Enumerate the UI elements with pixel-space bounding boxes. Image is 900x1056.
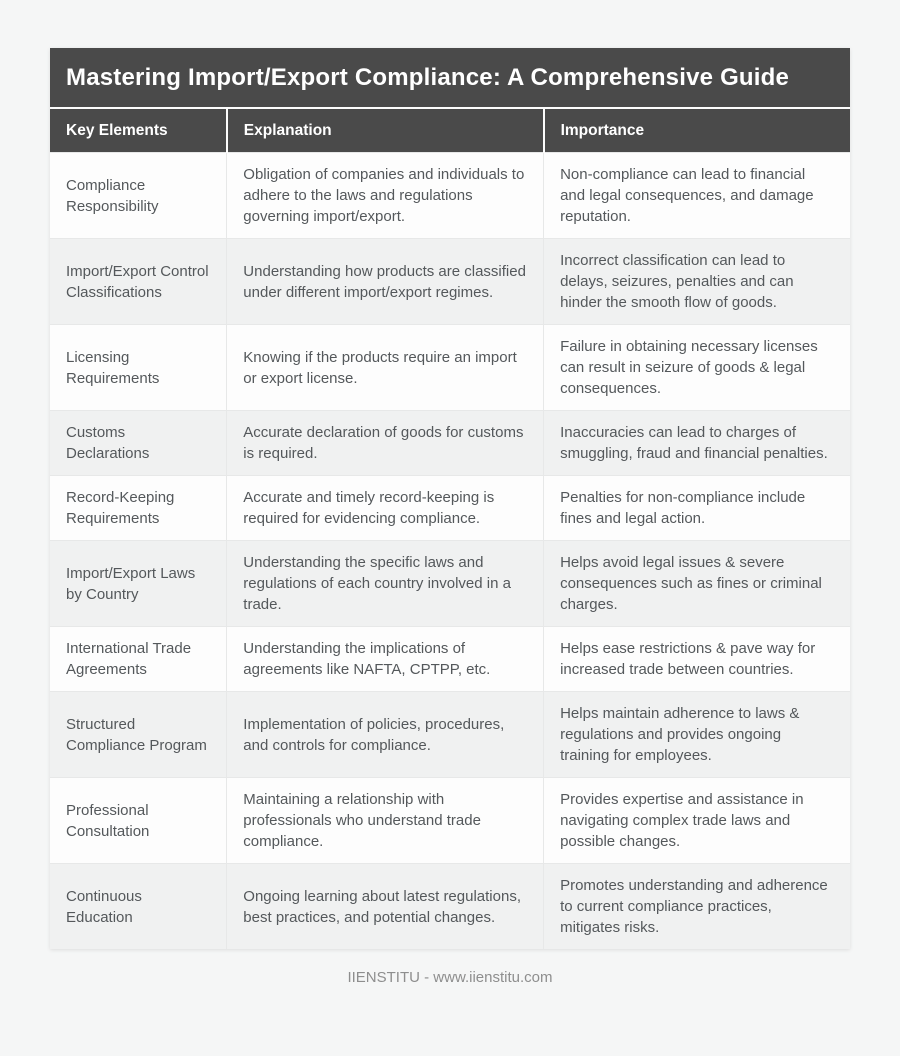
key-element-cell: Customs Declarations bbox=[50, 411, 227, 476]
key-element-cell: Import/Export Laws by Country bbox=[50, 541, 227, 627]
page-title: Mastering Import/Export Compliance: A Comprehensive Guide bbox=[50, 48, 850, 107]
importance-cell: Promotes understanding and adherence to current compliance practices, mitigates risks. bbox=[544, 864, 850, 950]
explanation-cell: Implementation of policies, procedures, and controls for compliance. bbox=[227, 692, 544, 778]
importance-cell: Helps avoid legal issues & severe consequences such as fines or criminal charges. bbox=[544, 541, 850, 627]
table-row bbox=[50, 541, 850, 627]
explanation-cell: Knowing if the products require an import or export license. bbox=[227, 325, 544, 411]
explanation-cell: Understanding the specific laws and regulations of each country involved in a trade. bbox=[227, 541, 544, 627]
guide-card bbox=[50, 48, 850, 949]
importance-cell: Helps maintain adherence to laws & regulations and provides ongoing training for employees. bbox=[544, 692, 850, 778]
importance-cell: Non-compliance can lead to financial and legal consequences, and damage reputation. bbox=[544, 153, 850, 239]
table-row bbox=[50, 692, 850, 778]
explanation-cell: Accurate and timely record-keeping is required for evidencing compliance. bbox=[227, 476, 544, 541]
column-header-explanation: Explanation bbox=[227, 108, 544, 153]
explanation-cell: Maintaining a relationship with professionals who understand trade compliance. bbox=[227, 778, 544, 864]
compliance-table bbox=[50, 107, 850, 949]
table-row bbox=[50, 153, 850, 239]
key-element-cell: Continuous Education bbox=[50, 864, 227, 950]
table-row bbox=[50, 864, 850, 950]
explanation-cell: Ongoing learning about latest regulations, best practices, and potential changes. bbox=[227, 864, 544, 950]
key-element-cell: Licensing Requirements bbox=[50, 325, 227, 411]
table-row bbox=[50, 778, 850, 864]
key-element-cell: Import/Export Control Classifications bbox=[50, 239, 227, 325]
table-row bbox=[50, 325, 850, 411]
importance-cell: Provides expertise and assistance in navigating complex trade laws and possible changes. bbox=[544, 778, 850, 864]
importance-cell: Inaccuracies can lead to charges of smuggling, fraud and financial penalties. bbox=[544, 411, 850, 476]
table-header-row bbox=[50, 108, 850, 153]
importance-cell: Helps ease restrictions & pave way for increased trade between countries. bbox=[544, 627, 850, 692]
key-element-cell: International Trade Agreements bbox=[50, 627, 227, 692]
table-row bbox=[50, 239, 850, 325]
key-element-cell: Compliance Responsibility bbox=[50, 153, 227, 239]
explanation-cell: Accurate declaration of goods for customs is required. bbox=[227, 411, 544, 476]
key-element-cell: Record-Keeping Requirements bbox=[50, 476, 227, 541]
importance-cell: Penalties for non-compliance include fines and legal action. bbox=[544, 476, 850, 541]
column-header-key-elements: Key Elements bbox=[50, 108, 227, 153]
table-row bbox=[50, 627, 850, 692]
importance-cell: Failure in obtaining necessary licenses can result in seizure of goods & legal consequences. bbox=[544, 325, 850, 411]
table-row bbox=[50, 476, 850, 541]
table-row bbox=[50, 411, 850, 476]
footer-credit: IIENSTITU - www.iienstitu.com bbox=[347, 969, 553, 986]
explanation-cell: Understanding how products are classified under different import/export regimes. bbox=[227, 239, 544, 325]
explanation-cell: Obligation of companies and individuals to adhere to the laws and regulations governing import/export. bbox=[227, 153, 544, 239]
key-element-cell: Professional Consultation bbox=[50, 778, 227, 864]
column-header-importance: Importance bbox=[544, 108, 850, 153]
explanation-cell: Understanding the implications of agreements like NAFTA, CPTPP, etc. bbox=[227, 627, 544, 692]
importance-cell: Incorrect classification can lead to delays, seizures, penalties and can hinder the smooth flow of goods. bbox=[544, 239, 850, 325]
key-element-cell: Structured Compliance Program bbox=[50, 692, 227, 778]
